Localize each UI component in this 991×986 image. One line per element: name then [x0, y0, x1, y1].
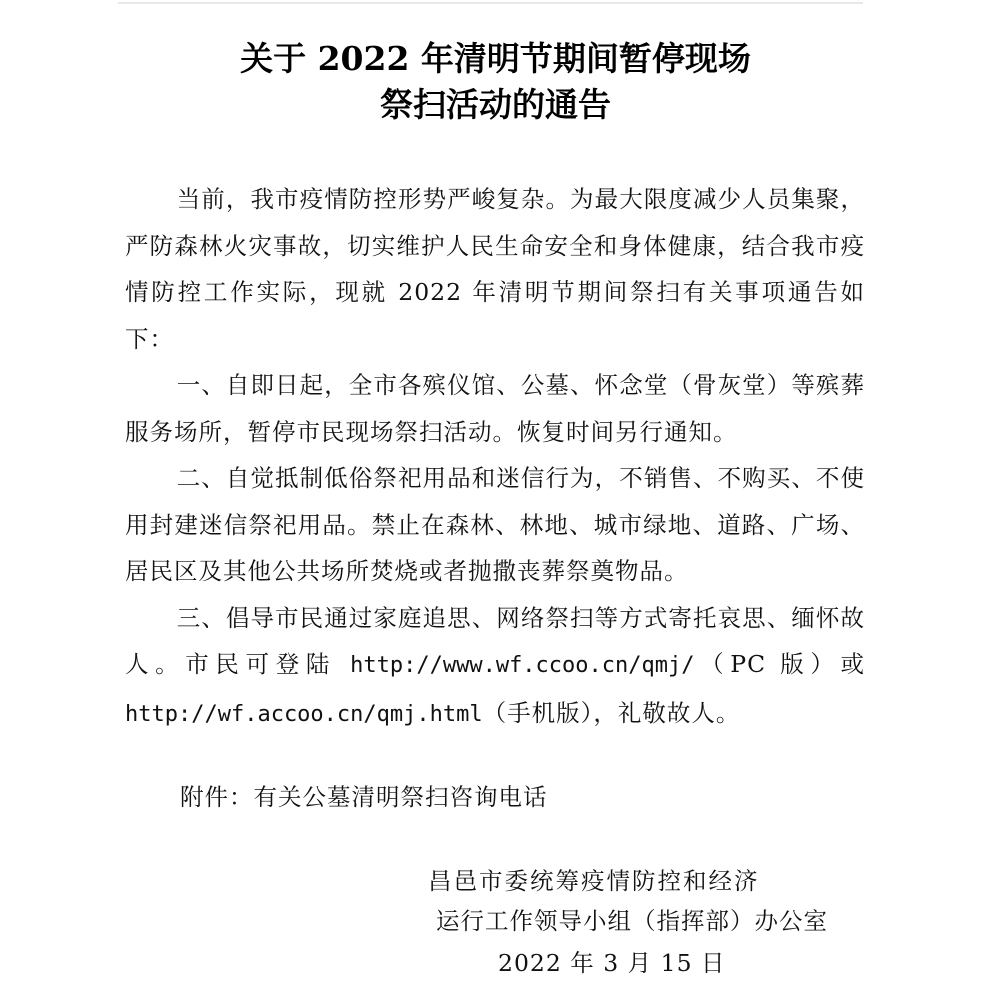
paragraph-item-3-text-a: 三、倡导市民通过家庭追思、网络祭扫等方式寄托哀思、缅怀故人。市民可登陆 — [125, 603, 865, 678]
mobile-site-link[interactable]: http://wf.accoo.cn/qmj.html — [125, 701, 483, 727]
paragraph-item-3 — [125, 595, 865, 739]
attachment-note: 附件：有关公墓清明祭扫咨询电话 — [180, 783, 548, 811]
pc-site-link[interactable]: http://www.wf.ccoo.cn/qmj/ — [350, 653, 695, 678]
signature-line-2: 运行工作领导小组（指挥部）办公室 — [436, 907, 828, 935]
paragraph-item-2: 二、自觉抵制低俗祭祀用品和迷信行为，不销售、不购买、不使用封建迷信祭祀用品。禁止在森林、林地、城市绿地、道路、广场、居民区及其他公共场所焚烧或者抛撒丧葬祭奠物品。 — [125, 464, 865, 585]
paragraph-item-3-text-c: （手机版），礼敬故人。 — [482, 698, 741, 727]
paragraph-intro: 当前，我市疫情防控形势严峻复杂。为最大限度减少人员集聚，严防森林火灾事故，切实维护人民生命安全和身体健康，结合我市疫情防控工作实际，现就 2022 年清明节期间祭扫有关事项通告如下： — [125, 185, 865, 353]
paragraph-item-1: 一、自即日起，全市各殡仪馆、公墓、怀念堂（骨灰堂）等殡葬服务场所，暂停市民现场祭扫活动。恢复时间另行通知。 — [125, 371, 865, 446]
signature-line-1: 昌邑市委统筹疫情防控和经济 — [428, 867, 760, 895]
paragraph-item-3-text-b: （PC 版）或 — [694, 650, 865, 678]
document-body — [125, 176, 865, 738]
signature-date: 2022 年 3 月 15 日 — [498, 949, 726, 977]
document-title-line-1: 关于 2022 年清明节期间暂停现场 — [240, 39, 751, 78]
document-title-line-2: 祭扫活动的通告 — [380, 85, 611, 124]
page-top-rule — [118, 2, 863, 4]
